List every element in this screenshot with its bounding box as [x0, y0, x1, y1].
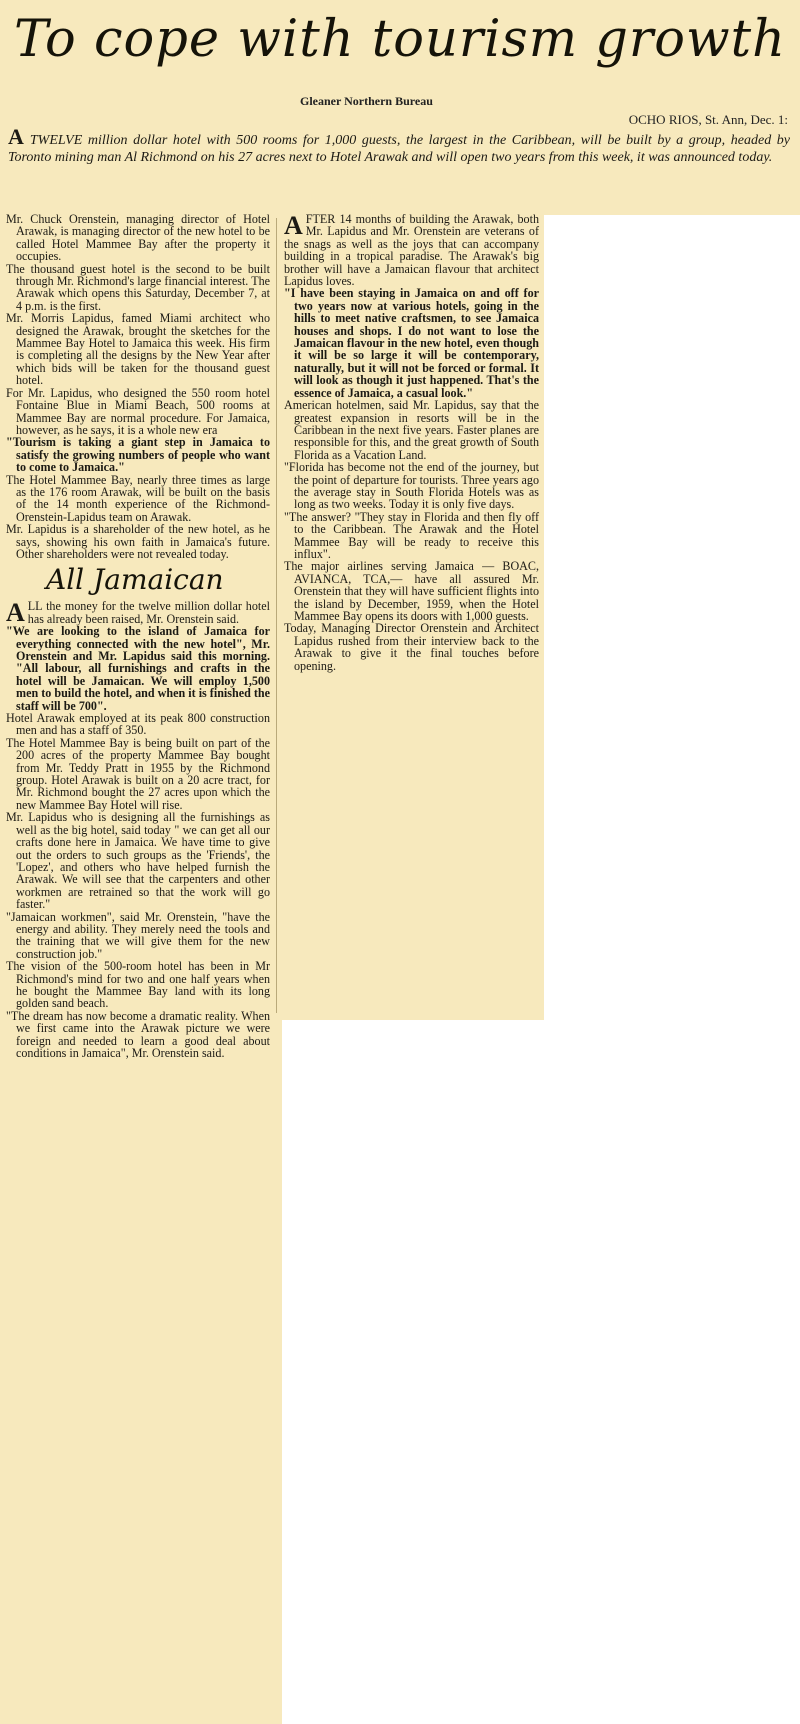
paragraph: The thousand guest hotel is the second to be built through Mr. Richmond's large financial interest. The Arawak which opens this Saturday, December 7, at 4 p.m. is the first.: [6, 261, 270, 313]
paragraph: "Jamaican workmen", said Mr. Orenstein, "have the energy and ability. They merely need the tools and the training that we will give them for the new construction job.": [6, 909, 270, 961]
paragraph: Mr. Morris Lapidus, famed Miami architect who designed the Arawak, brought the sketches for the Mammee Bay Hotel to Jamaica this week. His firm is completing all the designs by the New Year after which bids will be taken for the thousand guest hotel.: [6, 311, 270, 388]
byline: Gleaner Northern Bureau: [300, 94, 433, 108]
paragraph: "Tourism is taking a giant step in Jamaica to satisfy the growing numbers of people who want to come to Jamaica.": [6, 435, 270, 475]
column1-dropcap: A: [6, 598, 25, 628]
subhead: All Jamaican: [46, 563, 224, 597]
paragraph: Today, Managing Director Orenstein and Architect Lapidus rushed from their interview back to the Arawak to give it the final touches before opening.: [284, 621, 539, 673]
paragraph: The vision of the 500-room hotel has been in Mr Richmond's mind for two and one half years when he bought the Mammee Bay land with its long golden sand beach.: [6, 959, 270, 1011]
dateline: OCHO RIOS, St. Ann, Dec. 1:: [628, 112, 788, 127]
paragraph: Mr. Lapidus who is designing all the furnishings as well as the big hotel, said today " we can get all our crafts done here in Jamaica. We have time to give out the orders to such groups as the 'Friends', the 'Lopez', and others who have helped furnish the Arawak. We will see that the carpenters and other workmen are retrained so that the work will go faster.": [6, 810, 270, 912]
column1-drop-paragraph: [6, 598, 270, 628]
column1-drop-text: LL the money for the twelve million dollar hotel has already been raised, Mr. Orenstein said.: [27, 599, 270, 626]
column2-drop-text: FTER 14 months of building the Arawak, both Mr. Lapidus and Mr. Orenstein are veterans of the snags as well as the joys that can accompany building in a tropical paradise. The Arawak's big brother will have a Jamaican flavour that architect Lapidus loves.: [284, 212, 539, 289]
column2-drop-paragraph: [284, 213, 539, 287]
paragraph: Mr. Chuck Orenstein, managing director of Hotel Arawak, is managing director of the new hotel to be called Hotel Mammee Bay after the property it occupies.: [6, 212, 270, 264]
article-column-1: [6, 213, 270, 1059]
paragraph: For Mr. Lapidus, who designed the 550 room hotel Fontaine Blue in Miami Beach, 500 rooms at Mammee Bay are normal procedure. For Jamaica, however, as he says, it is a whole new era: [6, 385, 270, 437]
paragraph: "Florida has become not the end of the journey, but the point of departure for tourists. Three years ago the average stay in South Florida Hotels was as long as two weeks. Today it is only five days.: [284, 460, 539, 512]
column1-paragraphs-top: [6, 213, 270, 560]
lede-paragraph: [8, 124, 790, 166]
paragraph: "The dream has now become a dramatic reality. When we first came into the Arawak picture we were foreign and needed to learn a good deal about conditions in Jamaica", Mr. Orenstein said.: [6, 1008, 270, 1060]
headline: To cope with tourism growth: [13, 10, 786, 69]
paragraph: American hotelmen, said Mr. Lapidus, say that the greatest expansion in resorts will be in the Caribbean in the next five years. Faster planes are responsible for this, and the great growth of South Florida as a Vacation Land.: [284, 398, 539, 462]
paragraph: "We are looking to the island of Jamaica for everything connected with the new hotel", Mr. Orenstein and Mr. Lapidus said this morning. "All labour, all furnishings and crafts in the hotel will be Jamaican. We will employ 1,500 men to build the hotel, and when it is finished the staff will be 700".: [6, 624, 270, 713]
column1-paragraphs-bottom: [6, 625, 270, 1059]
article-column-2: [284, 213, 539, 672]
column2-paragraphs: [284, 287, 539, 672]
column2-dropcap: A: [284, 211, 303, 240]
lede-dropcap: A: [8, 124, 24, 149]
paragraph: The Hotel Mammee Bay, nearly three times as large as the 176 room Arawak, will be built on the basis of the 14 month experience of the Richmond-Orenstein-Lapidus team on Arawak.: [6, 472, 270, 524]
column-divider: [276, 218, 277, 1013]
paragraph: Hotel Arawak employed at its peak 800 construction men and has a staff of 350.: [6, 711, 270, 738]
paragraph: "I have been staying in Jamaica on and off for two years now at various hotels, going in the hills to meet native craftsmen, to see Jamaica houses and shops. I do not want to lose the Jamaican flavour in the new hotel, even though it will be so large it will be contemporary, naturally, but it will not be forced or formal. It will look as though it just happened. That's the essence of Jamaica, a casual look.": [284, 286, 539, 400]
paragraph: "The answer? "They stay in Florida and then fly off to the Caribbean. The Arawak and the Hotel Mammee Bay will be ready to receive this influx".: [284, 509, 539, 561]
paragraph: The major airlines serving Jamaica — BOAC, AVIANCA, TCA,— have all assured Mr. Orenstein that they will have sufficient flights into the island by December, 1959, when the Hotel Mammee Bay opens its doors with 1,000 guests.: [284, 559, 539, 623]
paragraph: Mr. Lapidus is a shareholder of the new hotel, as he says, showing his own faith in Jamaica's future. Other shareholders were not revealed today.: [6, 522, 270, 561]
paragraph: The Hotel Mammee Bay is being built on part of the 200 acres of the property Mammee Bay bought from Mr. Teddy Pratt in 1955 by the Richmond group. Hotel Arawak is built on a 20 acre tract, for Mr. Richmond bought the 27 acres upon which the new Mammee Bay Hotel will rise.: [6, 735, 270, 812]
lede-text: TWELVE million dollar hotel with 500 rooms for 1,000 guests, the largest in the Caribbean, will be built by a group, headed by Toronto mining man Al Richmond on his 27 acres next to Hotel Arawak and will open two years from this week, it was announced today.: [8, 133, 790, 165]
